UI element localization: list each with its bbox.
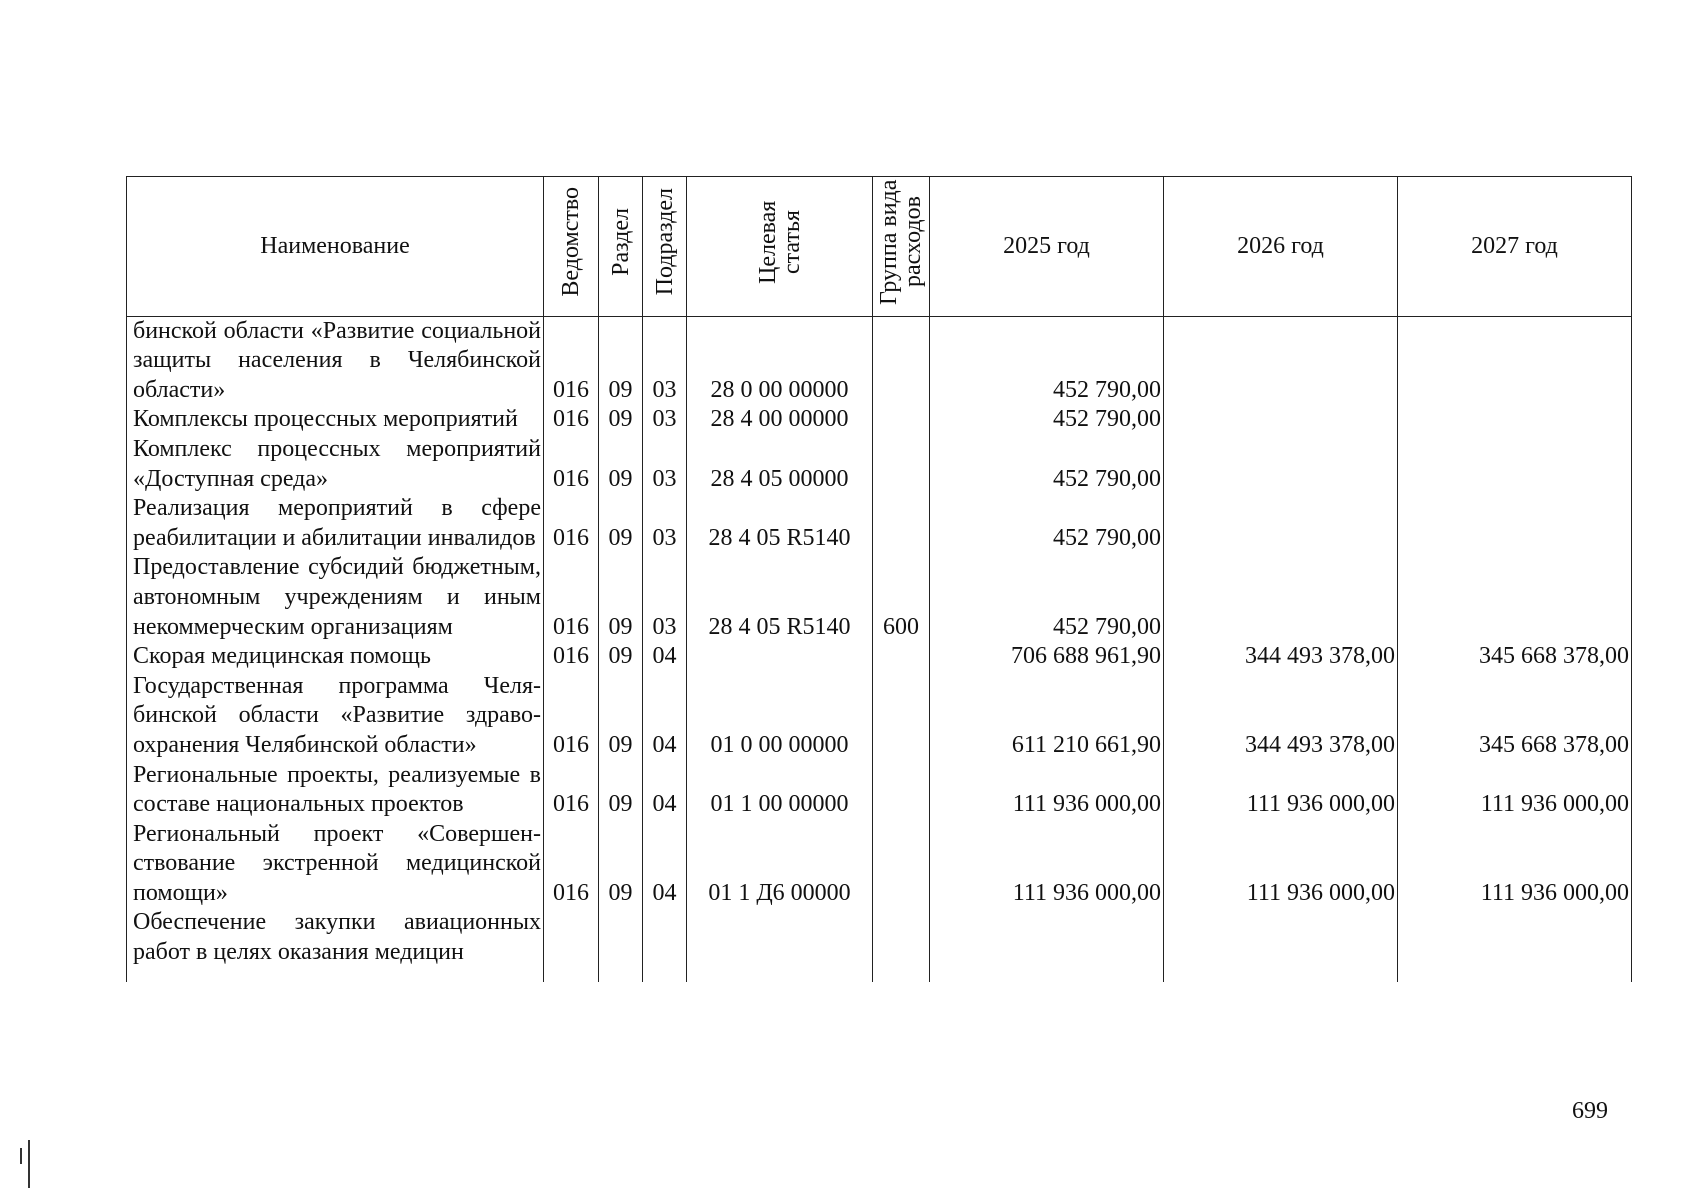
row-year-2025: 611 210 661,90 <box>930 672 1164 761</box>
row-year-2027 <box>1398 405 1632 435</box>
row-expense-group <box>873 494 930 553</box>
table-row <box>127 642 1632 672</box>
row-expense-group <box>873 820 930 909</box>
row-year-2026: 111 936 000,00 <box>1164 820 1398 909</box>
row-department: 016 <box>544 435 599 494</box>
table-row <box>127 553 1632 642</box>
row-subsection: 04 <box>643 761 687 820</box>
header-department: Ведомство <box>544 177 599 317</box>
row-department: 016 <box>544 494 599 553</box>
table-header-row <box>127 177 1632 317</box>
row-expense-group: 600 <box>873 553 930 642</box>
table-row <box>127 820 1632 909</box>
row-year-2025: 452 790,00 <box>930 405 1164 435</box>
row-year-2026 <box>1164 405 1398 435</box>
header-year-2027: 2027 год <box>1398 177 1632 317</box>
row-subsection: 03 <box>643 494 687 553</box>
row-subsection: 04 <box>643 820 687 909</box>
row-name: Комплексы процессных мероприятий <box>127 405 544 435</box>
row-name: Региональный проект «Совершенствование экстренной медицинской помощи» <box>127 820 544 909</box>
row-year-2025: 111 936 000,00 <box>930 820 1164 909</box>
scan-edge-mark <box>28 1140 30 1188</box>
row-department <box>544 908 599 982</box>
row-department: 016 <box>544 553 599 642</box>
row-year-2027 <box>1398 494 1632 553</box>
row-year-2027: 345 668 378,00 <box>1398 672 1632 761</box>
row-target-article: 28 4 05 R5140 <box>687 553 873 642</box>
row-target-article: 28 4 05 00000 <box>687 435 873 494</box>
row-target-article: 28 0 00 00000 <box>687 316 873 405</box>
row-year-2025: 452 790,00 <box>930 435 1164 494</box>
table-row <box>127 405 1632 435</box>
row-year-2026 <box>1164 435 1398 494</box>
table-row <box>127 908 1632 982</box>
row-expense-group <box>873 672 930 761</box>
table-body <box>127 316 1632 982</box>
row-name: Комплекс процессных мероприятий «Доступная среда» <box>127 435 544 494</box>
row-department: 016 <box>544 761 599 820</box>
row-year-2025: 452 790,00 <box>930 316 1164 405</box>
row-section: 09 <box>599 494 643 553</box>
row-expense-group <box>873 316 930 405</box>
scan-edge-mark <box>20 1148 22 1164</box>
row-department: 016 <box>544 820 599 909</box>
row-name: Предоставление субсидий бюджетным, автономным учреждениям и иным некоммерческим организациям <box>127 553 544 642</box>
row-target-article <box>687 908 873 982</box>
header-target-article: Целевая статья <box>687 177 873 317</box>
row-section: 09 <box>599 316 643 405</box>
budget-table <box>126 176 1632 982</box>
row-target-article: 28 4 00 00000 <box>687 405 873 435</box>
row-year-2025: 452 790,00 <box>930 553 1164 642</box>
header-name: Наименование <box>127 177 544 317</box>
row-target-article: 01 1 00 00000 <box>687 761 873 820</box>
row-section: 09 <box>599 761 643 820</box>
row-target-article: 28 4 05 R5140 <box>687 494 873 553</box>
row-subsection: 03 <box>643 405 687 435</box>
row-year-2027 <box>1398 435 1632 494</box>
header-section: Раздел <box>599 177 643 317</box>
row-section <box>599 908 643 982</box>
row-section: 09 <box>599 820 643 909</box>
row-year-2026 <box>1164 494 1398 553</box>
header-year-2025: 2025 год <box>930 177 1164 317</box>
table-row <box>127 761 1632 820</box>
row-target-article <box>687 642 873 672</box>
row-section: 09 <box>599 553 643 642</box>
row-year-2026 <box>1164 908 1398 982</box>
row-year-2026: 344 493 378,00 <box>1164 642 1398 672</box>
row-year-2025: 706 688 961,90 <box>930 642 1164 672</box>
row-subsection: 04 <box>643 672 687 761</box>
row-subsection: 03 <box>643 435 687 494</box>
row-name: Скорая медицинская помощь <box>127 642 544 672</box>
row-name: Государственная программа Челябинской области «Развитие здравоохранения Челябинской области» <box>127 672 544 761</box>
row-department: 016 <box>544 316 599 405</box>
row-department: 016 <box>544 642 599 672</box>
header-expense-group: Группа вида расходов <box>873 177 930 317</box>
row-subsection: 04 <box>643 642 687 672</box>
header-year-2026: 2026 год <box>1164 177 1398 317</box>
row-expense-group <box>873 405 930 435</box>
row-year-2025 <box>930 908 1164 982</box>
row-target-article: 01 1 Д6 00000 <box>687 820 873 909</box>
page-number: 699 <box>1572 1098 1608 1124</box>
table-row <box>127 494 1632 553</box>
row-year-2027: 111 936 000,00 <box>1398 761 1632 820</box>
row-name: Обеспечение закупки авиационных работ в целях оказания медицин <box>127 908 544 982</box>
row-target-article: 01 0 00 00000 <box>687 672 873 761</box>
row-year-2026: 344 493 378,00 <box>1164 672 1398 761</box>
row-year-2027 <box>1398 553 1632 642</box>
row-expense-group <box>873 761 930 820</box>
row-name: бинской области «Развитие социальной защиты населения в Челябинской области» <box>127 316 544 405</box>
table-row <box>127 435 1632 494</box>
row-department: 016 <box>544 672 599 761</box>
row-subsection: 03 <box>643 316 687 405</box>
row-name: Региональные проекты, реализуемые в составе национальных проектов <box>127 761 544 820</box>
row-year-2025: 111 936 000,00 <box>930 761 1164 820</box>
row-year-2027 <box>1398 316 1632 405</box>
table-row <box>127 672 1632 761</box>
row-section: 09 <box>599 435 643 494</box>
row-year-2025: 452 790,00 <box>930 494 1164 553</box>
row-section: 09 <box>599 672 643 761</box>
row-expense-group <box>873 908 930 982</box>
row-year-2026: 111 936 000,00 <box>1164 761 1398 820</box>
row-expense-group <box>873 435 930 494</box>
row-subsection: 03 <box>643 553 687 642</box>
table-row <box>127 316 1632 405</box>
header-subsection: Подраздел <box>643 177 687 317</box>
row-name: Реализация мероприятий в сфере реабилитации и абилитации инвалидов <box>127 494 544 553</box>
row-section: 09 <box>599 405 643 435</box>
row-year-2026 <box>1164 553 1398 642</box>
row-expense-group <box>873 642 930 672</box>
row-department: 016 <box>544 405 599 435</box>
row-year-2027: 345 668 378,00 <box>1398 642 1632 672</box>
row-year-2026 <box>1164 316 1398 405</box>
row-subsection <box>643 908 687 982</box>
row-year-2027: 111 936 000,00 <box>1398 820 1632 909</box>
row-section: 09 <box>599 642 643 672</box>
row-year-2027 <box>1398 908 1632 982</box>
